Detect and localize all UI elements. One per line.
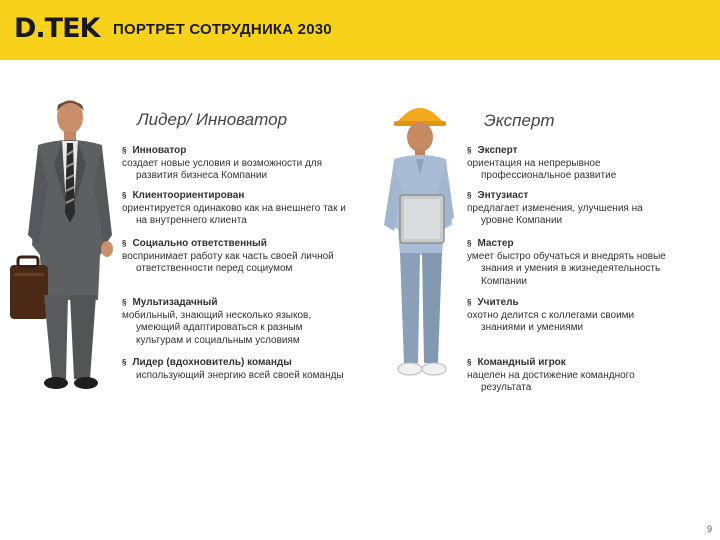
leader-item-socially-responsible: § Социально ответственный воспринимает работу как часть своей личной ответственности перед социумом xyxy=(122,238,334,274)
expert-item-team-player: § Командный игрок нацелен на достижение командного результата xyxy=(467,357,635,393)
expert-item-teacher: § Учитель охотно делится с коллегами своими знаниями и умениями xyxy=(467,297,635,333)
leader-item-innovator: § Инноватор создает новые условия и возможности для развития бизнеса Компании xyxy=(122,145,323,181)
businessman-illustration xyxy=(8,95,128,395)
page-number: 9 xyxy=(706,524,712,534)
page-title: ПОРТРЕТ СОТРУДНИКА 2030 xyxy=(113,21,332,38)
leader-item-client-oriented: § Клиентоориентирован ориентируется одинаково как на внешнего так и на внутреннего клиента xyxy=(122,190,346,226)
expert-column-title: Эксперт xyxy=(484,111,555,130)
expert-item-enthusiast: § Энтузиаст предлагает изменения, улучшения на уровне Компании xyxy=(467,190,643,226)
expert-item-expert: § Эксперт ориентация на непрерывное профессиональное развитие xyxy=(467,145,617,181)
leader-item-team-leader: § Лидер (вдохновитель) команды использующий энергию всей своей команды xyxy=(122,357,344,381)
company-logo: D.TEK xyxy=(14,13,100,44)
header-bar xyxy=(0,0,720,60)
leader-item-multitasking: § Мультизадачный мобильный, знающий несколько языков, умеющий адаптироваться к разным культурам и социальным условиям xyxy=(122,297,312,346)
leader-column-title: Лидер/ Инноватор xyxy=(137,110,288,129)
expert-item-master: § Мастер умеет быстро обучаться и внедрять новые знания и умения в жизнедеятельность Компании xyxy=(467,238,666,287)
worker-illustration xyxy=(372,95,462,395)
